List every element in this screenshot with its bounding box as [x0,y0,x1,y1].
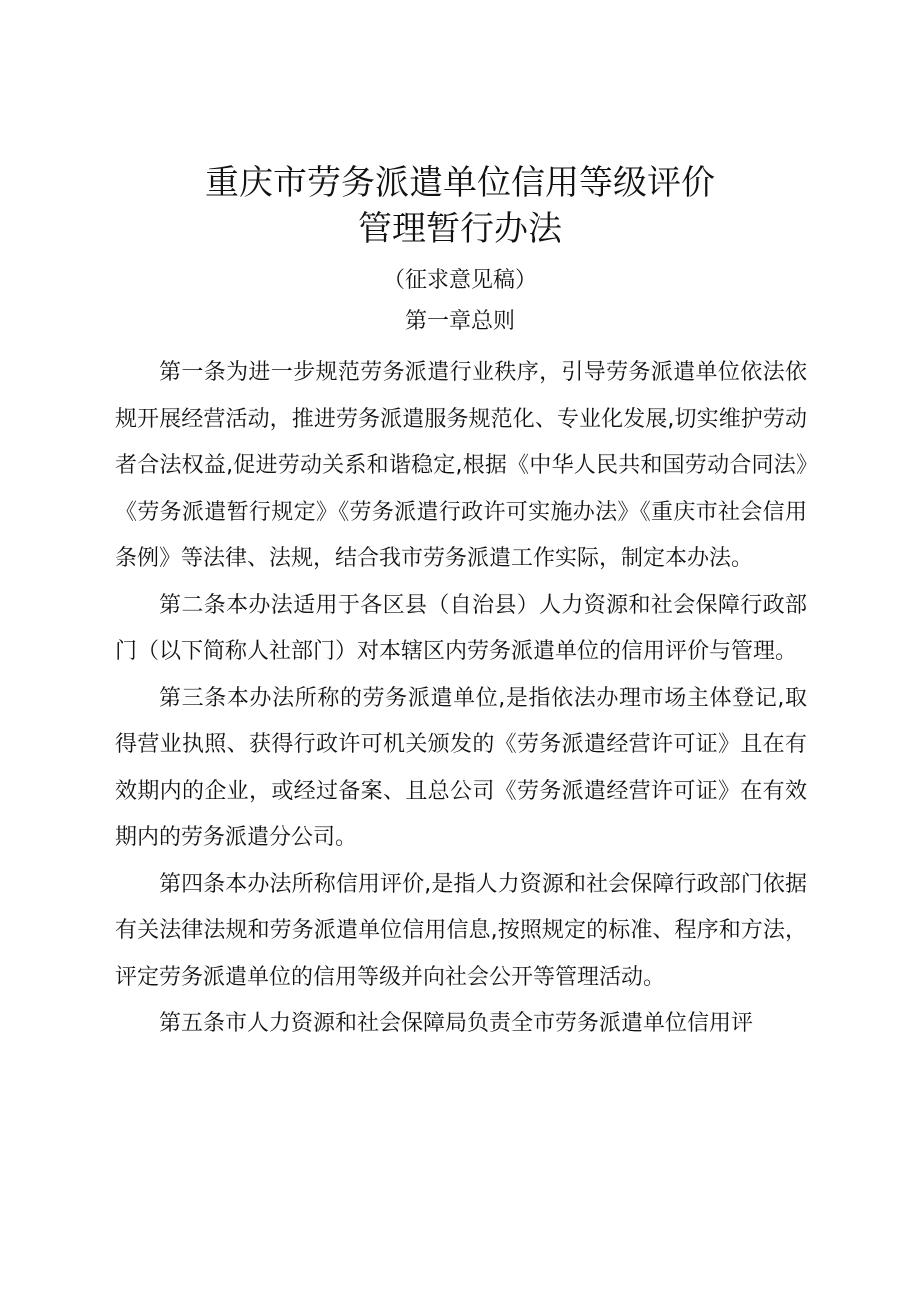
document-subtitle: （征求意见稿） [382,268,537,293]
document-title-line-2: 管理暂行办法 [358,209,562,249]
article-2-paragraph: 第二条本办法适用于各区县（自治县）人力资源和社会保障行政部门（以下简称人社部门）对本辖区内劳务派遣单位的信用评价与管理。 [115,592,807,664]
article-5-paragraph: 第五条市人力资源和社会保障局负责全市劳务派遣单位信用评 [159,1011,754,1036]
chapter-heading: 第一章总则 [404,309,515,334]
article-3-paragraph: 第三条本办法所称的劳务派遣单位,是指依法办理市场主体登记,取得营业执照、获得行政许可机关颁发的《劳务派遣经营许可证》且在有效期内的企业，或经过备案、且总公司《劳务派遣经营许可证》在有效期内的劳务派遣分公司。 [115,685,807,850]
document-body [115,350,807,1048]
article-1-paragraph: 第一条为进一步规范劳务派遣行业秩序，引导劳务派遣单位依法依规开展经营活动，推进劳务派遣服务规范化、专业化发展,切实维护劳动者合法权益,促进劳动关系和谐稳定,根据《中华人民共和国劳动合同法》《劳务派遣暂行规定》《劳务派遣行政许可实施办法》《重庆市社会信用条例》等法律、法规，结合我市劳务派遣工作实际，制定本办法。 [115,360,807,571]
document-title-line-1: 重庆市劳务派遣单位信用等级评价 [205,163,715,203]
article-4-paragraph: 第四条本办法所称信用评价,是指人力资源和社会保障行政部门依据有关法律法规和劳务派遣单位信用信息,按照规定的标准、程序和方法，评定劳务派遣单位的信用等级并向社会公开等管理活动。 [115,871,807,990]
